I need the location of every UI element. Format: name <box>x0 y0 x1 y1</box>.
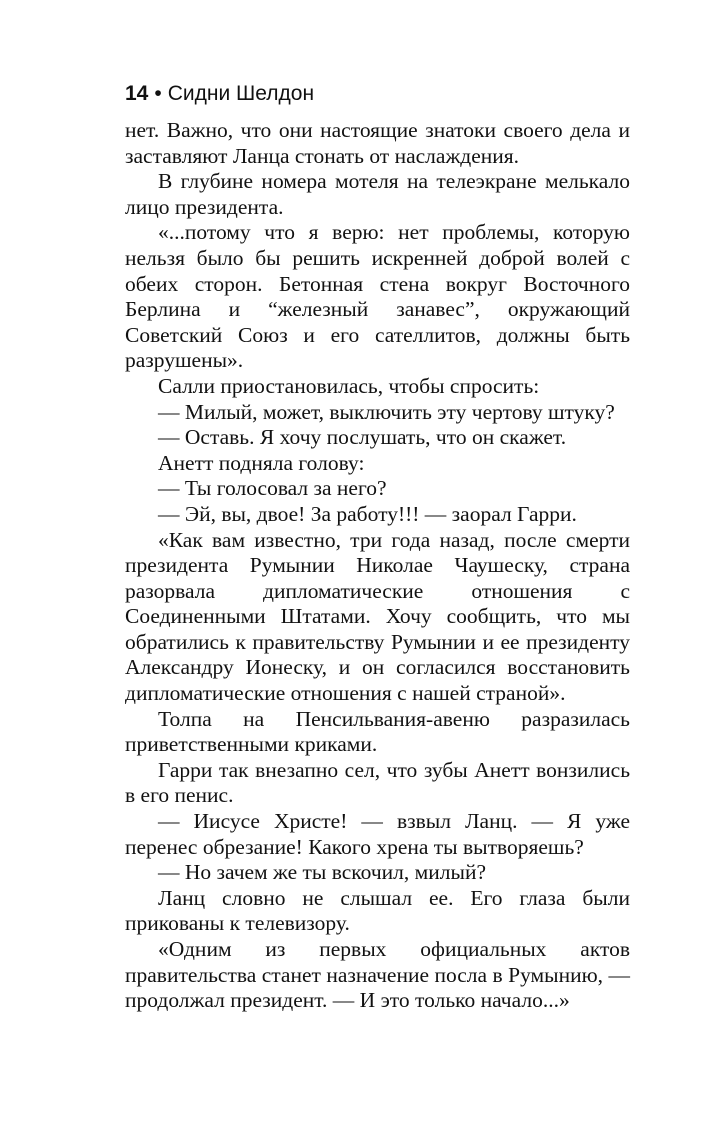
paragraph: Салли приостановилась, чтобы спросить: <box>158 373 540 398</box>
dialogue-line: — Ты голосовал за него? <box>158 476 387 501</box>
running-header <box>125 82 314 106</box>
dialogue-line: — Эй, вы, двое! За работу!!! — заорал Гарри. <box>158 501 577 526</box>
page-number: 14 <box>125 82 149 105</box>
paragraph: «Как вам известно, три года назад, после смерти президента Румынии Николае Чаушеску, страна разорвала дипломатические отношения с Соединенными Штатами. Хочу сообщить, что мы обратились к правительству Румынии и ее президенту Александру Ионеску, и он согласился восстановить дипломатические отношения с нашей страной». <box>125 527 630 706</box>
paragraph: Анетт подняла голову: <box>158 450 365 475</box>
paragraph: Гарри так внезапно сел, что зубы Анетт вонзились в его пенис. <box>125 757 630 808</box>
dialogue-line: — Иисусе Христе! — взвыл Ланц. — Я уже перенес обрезание! Какого хрена ты вытворяешь? <box>125 809 630 859</box>
paragraph: нет. Важно, что они настоящие знатоки своего дела и заставляют Ланца стонать от наслаждения. <box>125 118 630 168</box>
dialogue-line: — Милый, может, выключить эту чертову штуку? <box>158 399 615 424</box>
paragraph: Ланц словно не слышал ее. Его глаза были прикованы к телевизору. <box>125 885 630 936</box>
paragraph: «...потому что я верю: нет проблемы, которую нельзя было бы решить искренней доброй волей с обеих сторон. Бетонная стена вокруг Восточного Берлина и “железный занавес”, окружающий Советский Союз и его сателлитов, должны быть разрушены». <box>125 220 630 373</box>
header-separator: • <box>154 82 162 105</box>
paragraph: Толпа на Пенсильвания-авеню разразилась приветственными криками. <box>125 706 630 757</box>
dialogue-line: — Но зачем же ты вскочил, милый? <box>158 860 486 885</box>
dialogue-line: — Оставь. Я хочу послушать, что он скажет. <box>158 425 567 450</box>
body-text <box>125 118 630 1014</box>
paragraph: «Одним из первых официальных актов правительства станет назначение посла в Румынию, — продолжал президент. — И это только начало...» <box>125 937 630 1013</box>
paragraph: В глубине номера мотеля на телеэкране мелькало лицо президента. <box>125 169 630 219</box>
running-title: Сидни Шелдон <box>167 82 315 105</box>
